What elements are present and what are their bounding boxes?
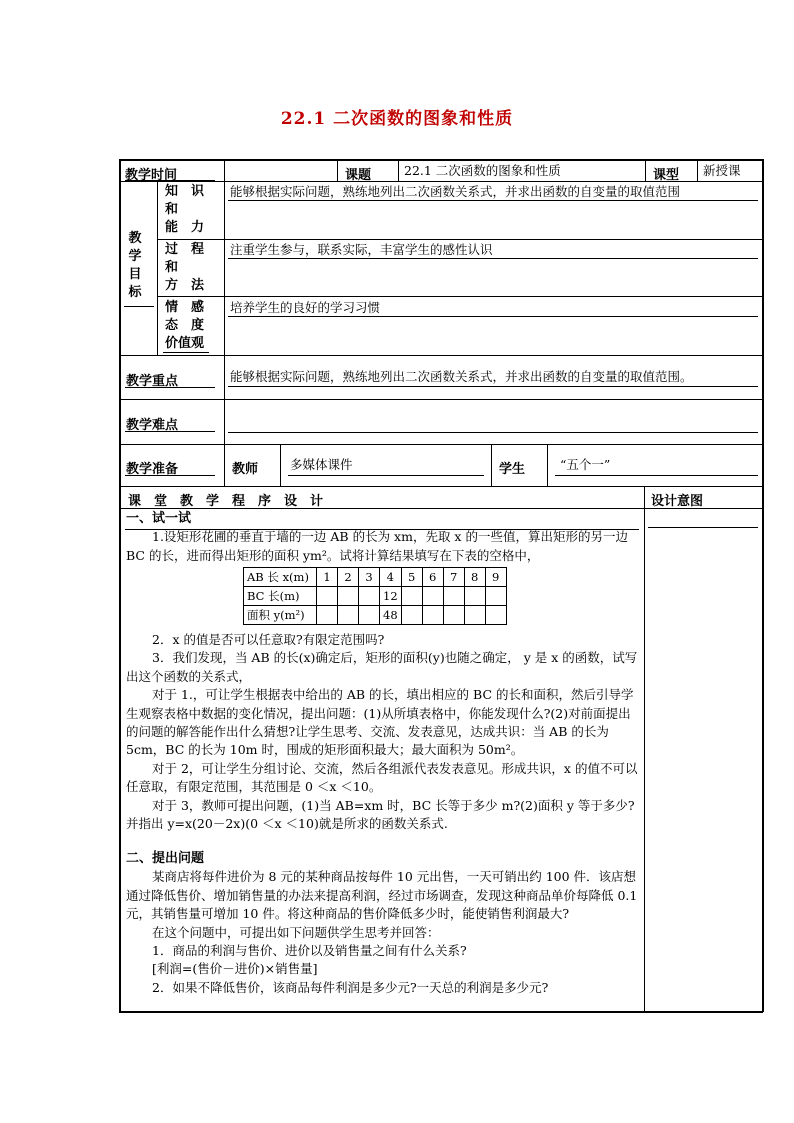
prep-label: 教学准备 [126,462,179,477]
table-row: 面积 y(m²) 48 [244,606,507,625]
section-try-p3: 3．我们发现，当 AB 的长(x)确定后，矩形的面积(y)也随之确定， y 是 x 的函数，试写出这个函数的关系式， [126,650,638,684]
topic-label: 课题 [345,168,372,183]
program-label: 课 堂 教 学 程 序 设 计 [128,494,324,509]
goal-process-label: 过 程 和 方 法 [165,242,205,293]
goal-attitude-label: 情 感 态 度 价值观 [165,300,205,351]
section-try-p5: 对于 2，可让学生分组讨论、交流，然后各组派代表发表意见。形成共识，x 的值不可以任意取，有限定范围，其范围是 0 ＜x ＜10。 [126,760,638,795]
section-problem-p2: 在这个问题中，可提出如下问题供学生思考并回答： [152,924,440,940]
section-try-p4: 对于 1.，可让学生根据表中给出的 AB 的长，填出相应的 BC 的长和面积，然后引导学生观察表格中数据的变化情况，提出问题：(1)从所填表格中，你能发现什么?(2)对前面提出的问题的解答能作出什么猜想?让学生思考、交流、发表意见，达成共识：当 AB 的长为 5cm，BC 的长为 10m 时，围成的矩形面积最大；最大面积为 50m²。 [126,687,634,758]
teaching-time-label: 教学时间 [125,168,178,183]
section-try-p1: 1.设矩形花圃的垂直于墙的一边 AB 的长为 xm，先取 x 的一些值，算出矩形的另一边 BC 的长，进而得出矩形的面积 ym²。试将计算结果填写在下表的空格中， [126,529,628,563]
section-problem [126,850,640,997]
section-problem-heading: 二、提出问题 [126,851,205,866]
table-row: AB 长 x(m) 1 2 3 4 5 6 7 8 9 [244,568,507,587]
teacher-label: 教师 [232,462,259,477]
teaching-goals-label: 教 学 目 标 [128,231,142,300]
student-value: “五个一” [560,457,611,472]
section-problem-p4: [利润=(售价－进价)×销售量] [152,961,318,977]
lesson-type-value: 新授课 [703,163,741,178]
goal-attitude-text: 培养学生的良好的学习习惯 [230,300,381,315]
topic-value: 22.1 二次函数的图象和性质 [404,163,561,178]
key-point-label: 教学重点 [126,374,179,389]
table-row: BC 长(m) 12 [244,587,507,606]
ab-bc-area-table [243,567,507,625]
section-try-p2: 2．x 的值是否可以任意取?有限定范围吗? [152,632,385,647]
section-problem-p5: 2．如果不降低售价，该商品每件利润是多少元?一天总的利润是多少元? [152,979,549,995]
teacher-value: 多媒体课件 [290,457,353,472]
section-problem-p1: 某商店将每件进价为 8 元的某种商品按每件 10 元出售，一天可销出约 100 件．该店想通过降低售价、增加销售量的办法来提高利润，经过市场调查，发现这种商品单价每降低 0.1 元，其销售量可增加 10 件。将这种商品的售价降低多少时，能使销售利润最大? [126,869,638,922]
lesson-type-label: 课型 [653,168,680,183]
difficulty-label: 教学难点 [126,418,179,433]
goal-knowledge-text: 能够根据实际问题，熟练地列出二次函数关系式，并求出函数的自变量的取值范围 [230,184,681,199]
section-try-body [126,631,640,833]
goal-process-text: 注重学生参与，联系实际，丰富学生的感性认识 [230,242,493,257]
goal-knowledge-label: 知 识 和 能 力 [165,184,205,235]
page-title: 22.1 二次函数的图象和性质 [280,109,514,129]
section-problem-p3: 1．商品的利润与售价、进价以及销售量之间有什么关系? [152,943,467,959]
section-try [126,510,640,565]
student-label: 学生 [499,462,526,477]
design-intent-label: 设计意图 [651,494,704,509]
section-try-heading: 一、试一试 [126,511,192,526]
key-point-text: 能够根据实际问题，熟练地列出二次函数关系式，并求出函数的自变量的取值范围。 [230,369,693,384]
section-try-p6: 对于 3，教师可提出问题，(1)当 AB=xm 时，BC 长等于多少 m?(2)面积 y 等于多少?并指出 y=x(20－2x)(0 ＜x ＜10)就是所求的函数关系式. [126,797,635,832]
